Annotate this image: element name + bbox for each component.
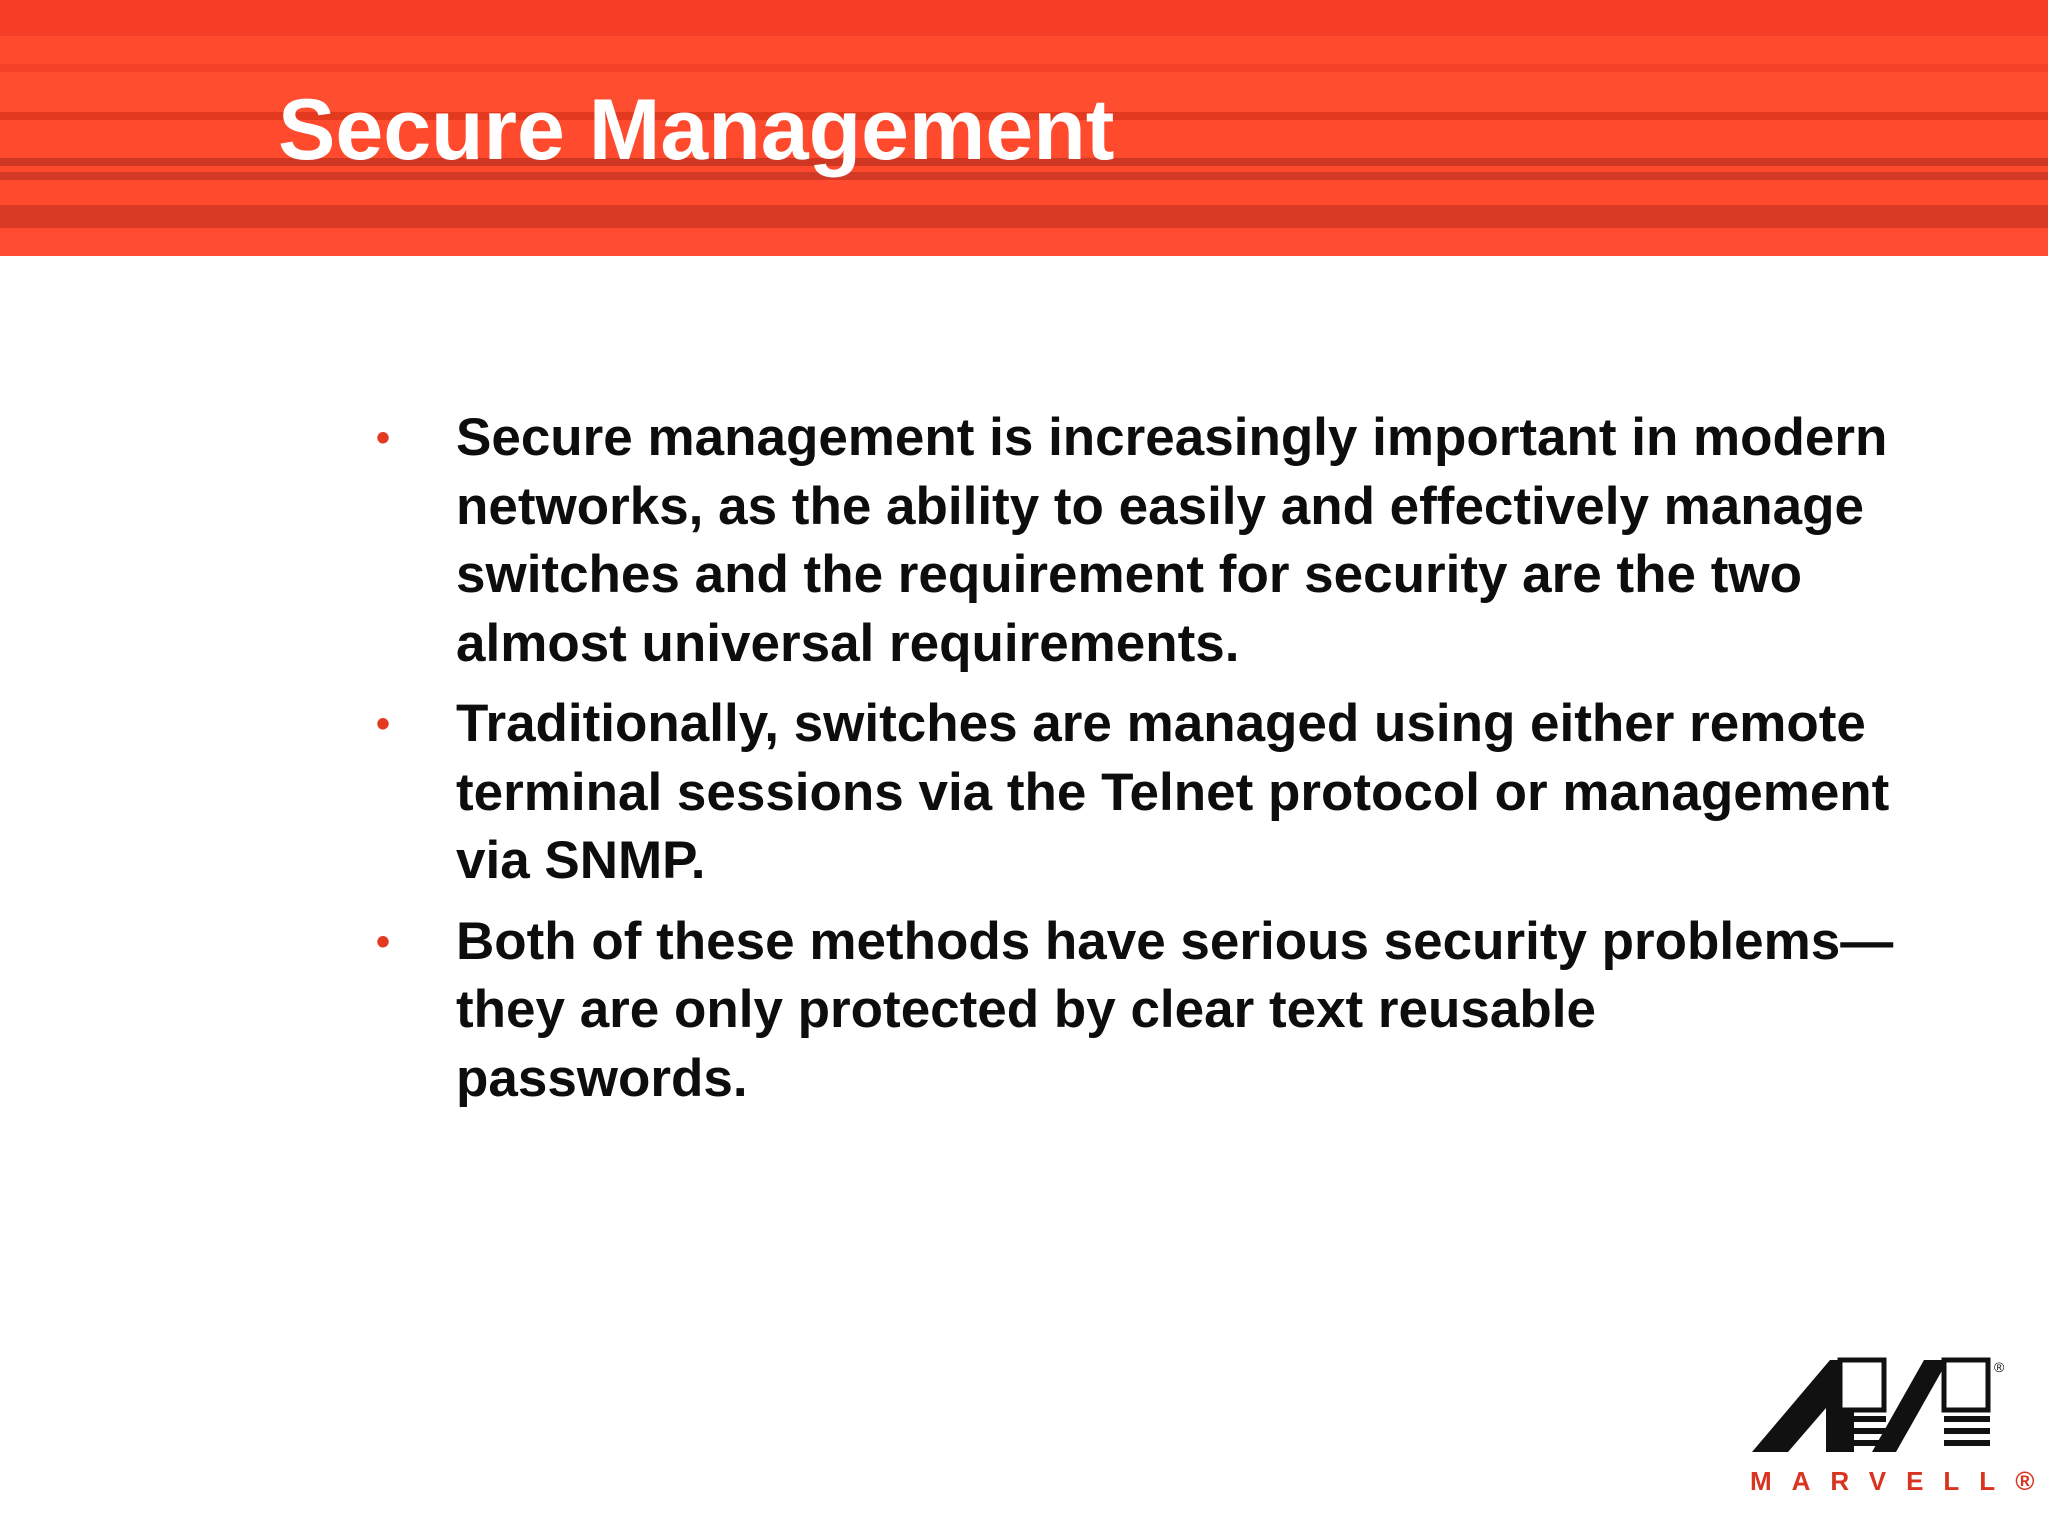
logo-box-right (1944, 1360, 1988, 1410)
logo-line (1840, 1416, 1886, 1422)
marvell-wordmark (1750, 1466, 2054, 1497)
logo-line (1840, 1440, 1886, 1446)
logo-box-left (1840, 1360, 1884, 1410)
bullet-text: Both of these methods have serious security problems—they are only protected by clear text reusable passwords. (456, 911, 1894, 1108)
logo-line (1944, 1416, 1990, 1422)
logo-line (1944, 1428, 1990, 1434)
registered-mark: ® (1994, 1359, 2005, 1375)
bullet-text: Traditionally, switches are managed using either remote terminal sessions via the Telnet protocol or management via SNMP. (456, 694, 1890, 890)
bullet-text: Secure management is increasingly important in modern networks, as the ability to easily and effectively manage switches and the requirement for security are the two almost universal requirements. (456, 408, 1888, 673)
wordmark-text: MARVELL (1750, 1466, 2016, 1496)
wordmark-registered: ® (2015, 1466, 2054, 1496)
bullet-list (376, 404, 1896, 1125)
slide-title: Secure Management (278, 82, 1115, 178)
logo-line (1944, 1440, 1990, 1446)
bullet-marker: • (376, 919, 391, 964)
bullet-marker: • (376, 702, 391, 746)
bullet-item (376, 908, 1896, 1114)
logo-line (1840, 1428, 1886, 1434)
bullet-item (376, 404, 1896, 678)
bullet-item (376, 690, 1896, 896)
bullet-marker: • (376, 416, 391, 460)
